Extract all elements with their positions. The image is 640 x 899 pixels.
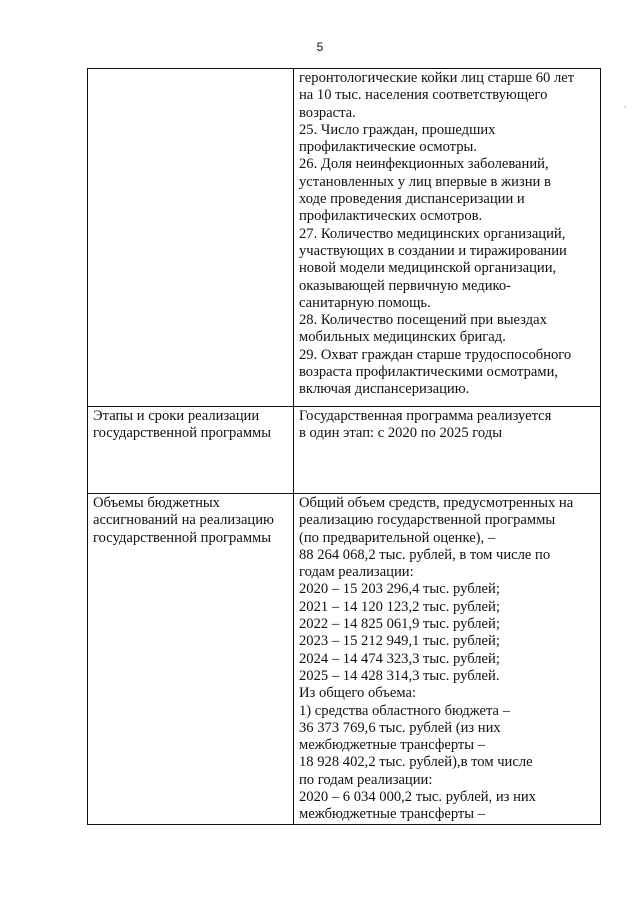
- text-line: 2023 – 15 212 949,1 тыс. рублей;: [299, 633, 500, 650]
- text-line: годам реализации:: [299, 564, 414, 581]
- cell-left-empty: [88, 69, 294, 407]
- text-line: государственной программы: [93, 425, 272, 442]
- text-line: возраста.: [299, 104, 356, 121]
- page-number: 5: [316, 40, 324, 54]
- cell-right-targets: [294, 69, 601, 407]
- text-line: Общий объем средств, предусмотренных на: [299, 495, 574, 511]
- text-line: реализацию государственной программы: [299, 512, 556, 529]
- table-row-budget: [88, 494, 601, 825]
- text-line: ходе проведения диспансеризации и: [299, 191, 525, 208]
- text-line: 25. Число граждан, прошедших: [299, 121, 496, 138]
- text-line: оказывающей первичную медико-: [299, 277, 512, 294]
- text-line: Из общего объема:: [299, 685, 417, 702]
- text-line: 27. Количество медицинских организаций,: [299, 225, 566, 242]
- text-line: 2025 – 14 428 314,3 тыс. рублей.: [299, 667, 500, 684]
- cell-right-budget-value: [294, 494, 601, 825]
- text-line: 18 928 402,2 тыс. рублей),в том числе: [299, 754, 533, 771]
- text-line: возраста профилактическими осмотрами,: [299, 364, 559, 381]
- text-line: Этапы и сроки реализации: [93, 408, 260, 424]
- text-line: в один этап: с 2020 по 2025 годы: [299, 425, 503, 442]
- text-line: установленных у лиц впервые в жизни в: [299, 173, 551, 190]
- text-line: 2020 – 15 203 296,4 тыс. рублей;: [299, 581, 500, 598]
- text-line: на 10 тыс. населения соответствующего: [299, 87, 548, 104]
- text-line: по годам реализации:: [299, 771, 433, 788]
- text-line: 2021 – 14 120 123,2 тыс. рублей;: [299, 598, 500, 615]
- text-line: новой модели медицинской организации,: [299, 260, 557, 277]
- cell-left-budget-label: [88, 494, 294, 825]
- text-line: 2024 – 14 474 323,3 тыс. рублей;: [299, 650, 500, 667]
- text-line: 26. Доля неинфекционных заболеваний,: [299, 156, 549, 173]
- table-row-targets: [88, 69, 601, 407]
- text-line: 2022 – 14 825 061,9 тыс. рублей;: [299, 616, 500, 633]
- text-line: межбюджетные трансферты –: [299, 806, 486, 823]
- text-line: мобильных медицинских бригад.: [299, 329, 506, 346]
- text-line: 28. Количество посещений при выездах: [299, 312, 547, 329]
- cell-right-stages-value: [294, 407, 601, 494]
- text-line: 36 373 769,6 тыс. рублей (из них: [299, 719, 501, 736]
- table-row-stages: [88, 407, 601, 494]
- text-line: межбюджетные трансферты –: [299, 737, 486, 754]
- text-line: санитарную помощь.: [299, 294, 431, 311]
- text-line: 2020 – 6 034 000,2 тыс. рублей, из них: [299, 789, 536, 806]
- text-line: 29. Охват граждан старше трудоспособного: [299, 346, 572, 363]
- text-line: 88 264 068,2 тыс. рублей, в том числе по: [299, 546, 551, 563]
- text-line: включая диспансеризацию.: [299, 381, 470, 398]
- text-line: государственной программы: [93, 529, 272, 546]
- text-line: Государственная программа реализуется: [299, 408, 552, 424]
- program-passport-table: [87, 68, 601, 825]
- scan-speck: [624, 106, 626, 108]
- cell-left-stages-label: [88, 407, 294, 494]
- text-line: профилактических осмотров.: [299, 208, 483, 225]
- cell-text: [88, 69, 293, 70]
- text-line: участвующих в создании и тиражировании: [299, 242, 567, 259]
- text-line: 1) средства областного бюджета –: [299, 702, 510, 719]
- text-line: геронтологические койки лиц старше 60 лет: [299, 70, 575, 86]
- text-line: (по предварительной оценке), –: [299, 529, 496, 546]
- text-line: профилактические осмотры.: [299, 139, 477, 156]
- text-line: Объемы бюджетных: [93, 495, 220, 511]
- text-line: ассигнований на реализацию: [93, 512, 274, 529]
